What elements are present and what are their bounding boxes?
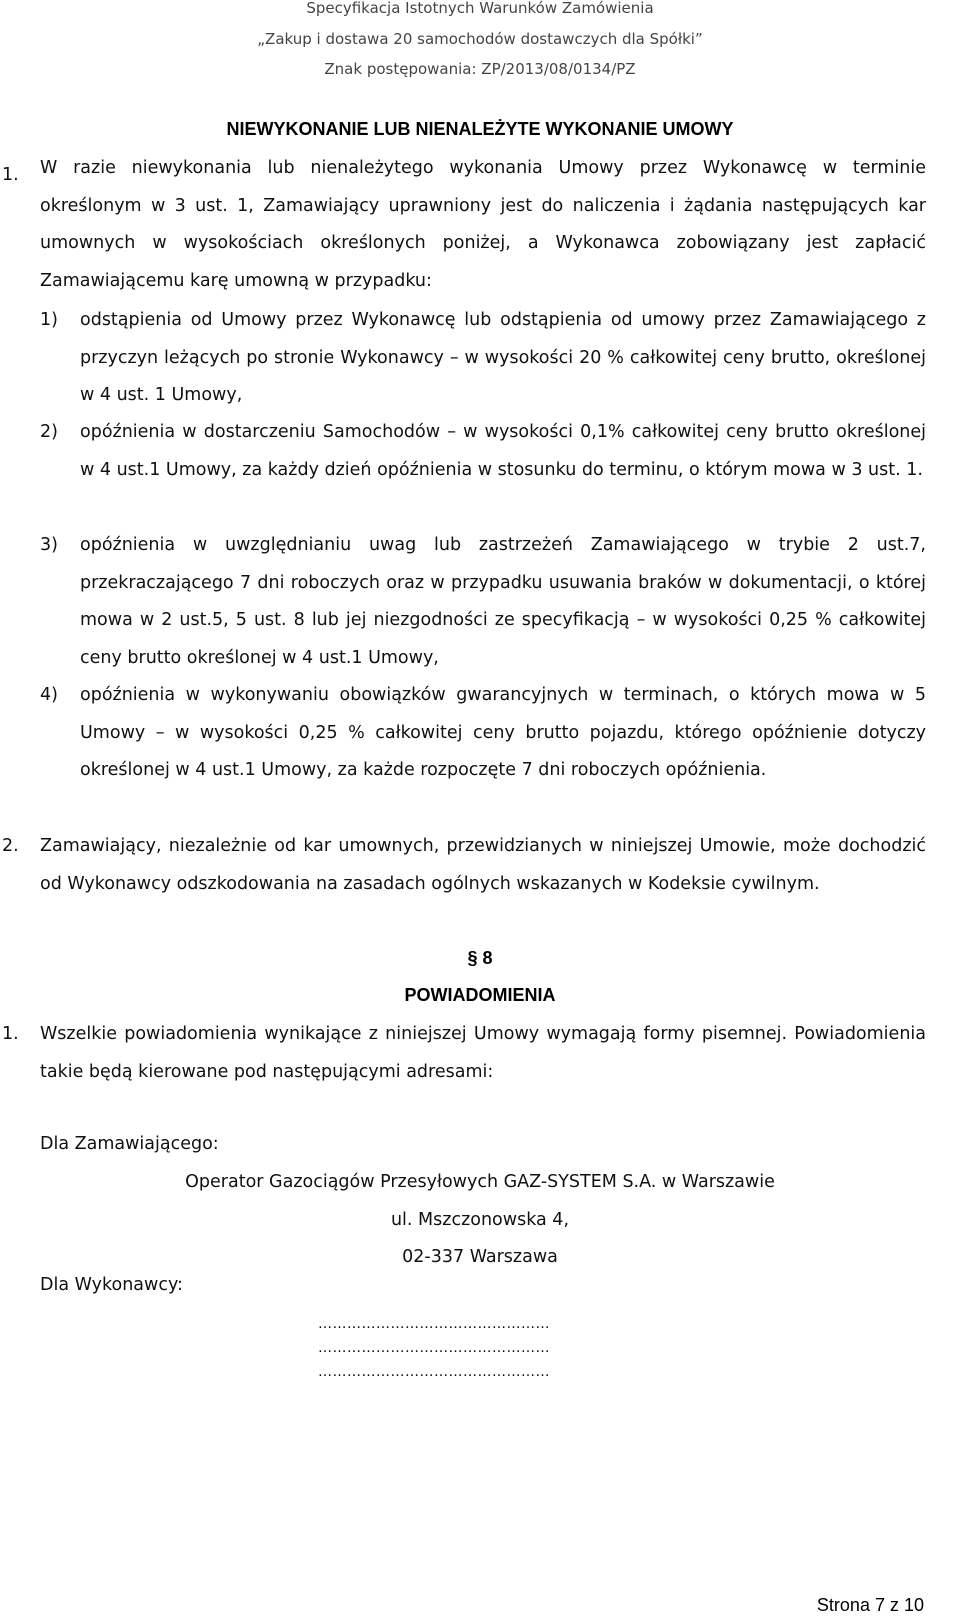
list-item-number: 4) — [40, 685, 58, 705]
paragraph-penalties-intro: W razie niewykonania lub nienależytego wykonania Umowy przez Wykonawcę w terminie określonym w 3 ust. 1, Zamawiający uprawniony jest do naliczenia i żądania następujących kar umownych w wysokościach określonych poniżej, a Wykonawca zobowiązany jest zapłacić Zamawiającemu karę umowną w przypadku: — [40, 158, 926, 291]
list-item-penalty-warranty-delay: opóźnienia w wykonywaniu obowiązków gwarancyjnych w terminach, o których mowa w 5 Umowy – w wysokości 0,25 % całkowitej ceny brutto pojazdu, którego opóźnienie dotyczy określonej w 4 ust.1 Umowy, za każde rozpoczęte 7 dni roboczych opóźnienia. — [80, 685, 926, 780]
ordering-party-city: 02-337 Warszawa — [402, 1247, 558, 1267]
ordering-party-name: Operator Gazociągów Przesyłowych GAZ-SYSTEM S.A. w Warszawie — [185, 1172, 775, 1192]
list-item-penalty-delivery-delay: opóźnienia w dostarczeniu Samochodów – w wysokości 0,1% całkowitej ceny brutto określonej w 4 ust.1 Umowy, za każdy dzień opóźnienia w stosunku do terminu, o którym mowa w 3 ust. 1. — [80, 422, 926, 480]
section-title-nonperformance: NIEWYKONANIE LUB NIENALEŻYTE WYKONANIE UMOWY — [226, 119, 734, 139]
label-for-contractor: Dla Wykonawcy: — [40, 1275, 183, 1295]
paragraph-number: 1. — [2, 165, 19, 185]
page-number: Strona 7 z 10 — [816, 1595, 924, 1615]
section-number: § 8 — [467, 948, 493, 968]
ordering-party-street: ul. Mszczonowska 4, — [390, 1210, 570, 1230]
paragraph-damages: Zamawiający, niezależnie od kar umownych, przewidzianych w niniejszej Umowie, może dochodzić od Wykonawcy odszkodowania na zasadach ogólnych wskazanych w Kodeksie cywilnym. — [40, 836, 926, 894]
list-item-number: 2) — [40, 422, 58, 442]
label-for-ordering-party: Dla Zamawiającego: — [40, 1134, 219, 1154]
list-item-penalty-comments-delay: opóźnienia w uwzględnianiu uwag lub zastrzeżeń Zamawiającego w trybie 2 ust.7, przekraczającego 7 dni roboczych oraz w przypadku usuwania braków w dokumentacji, o której mowa w 2 ust.5, 5 ust. 8 lub jej niezgodności ze specyfikacją – w wysokości 0,25 % całkowitej ceny brutto określonej w 4 ust.1 Umowy, — [80, 535, 926, 668]
section-sign-icon: § — [467, 948, 483, 968]
section-title-notices: POWIADOMIENIA — [404, 985, 556, 1005]
list-item-number: 1) — [40, 310, 58, 330]
paragraph-number: 2. — [2, 836, 19, 856]
contractor-address-line: ………………………………………… — [318, 1340, 550, 1356]
header-spec-title: Specyfikacja Istotnych Warunków Zamówienia — [306, 0, 654, 17]
header-tender-name: „Zakup i dostawa 20 samochodów dostawczych dla Spółki” — [257, 30, 703, 48]
list-item-penalty-withdrawal: odstąpienia od Umowy przez Wykonawcę lub odstąpienia od umowy przez Zamawiającego z przyczyn leżących po stronie Wykonawcy – w wysokości 20 % całkowitej ceny brutto, określonej w 4 ust. 1 Umowy, — [80, 310, 926, 405]
paragraph-notices-form: Wszelkie powiadomienia wynikające z niniejszej Umowy wymagają formy pisemnej. Powiadomienia takie będą kierowane pod następującymi adresami: — [40, 1024, 926, 1082]
contractor-address-line: ………………………………………… — [318, 1364, 550, 1380]
list-item-number: 3) — [40, 535, 58, 555]
header-reference-number: Znak postępowania: ZP/2013/08/0134/PZ — [324, 60, 636, 78]
paragraph-number: 1. — [2, 1024, 19, 1044]
contractor-address-line: ………………………………………… — [318, 1316, 550, 1332]
